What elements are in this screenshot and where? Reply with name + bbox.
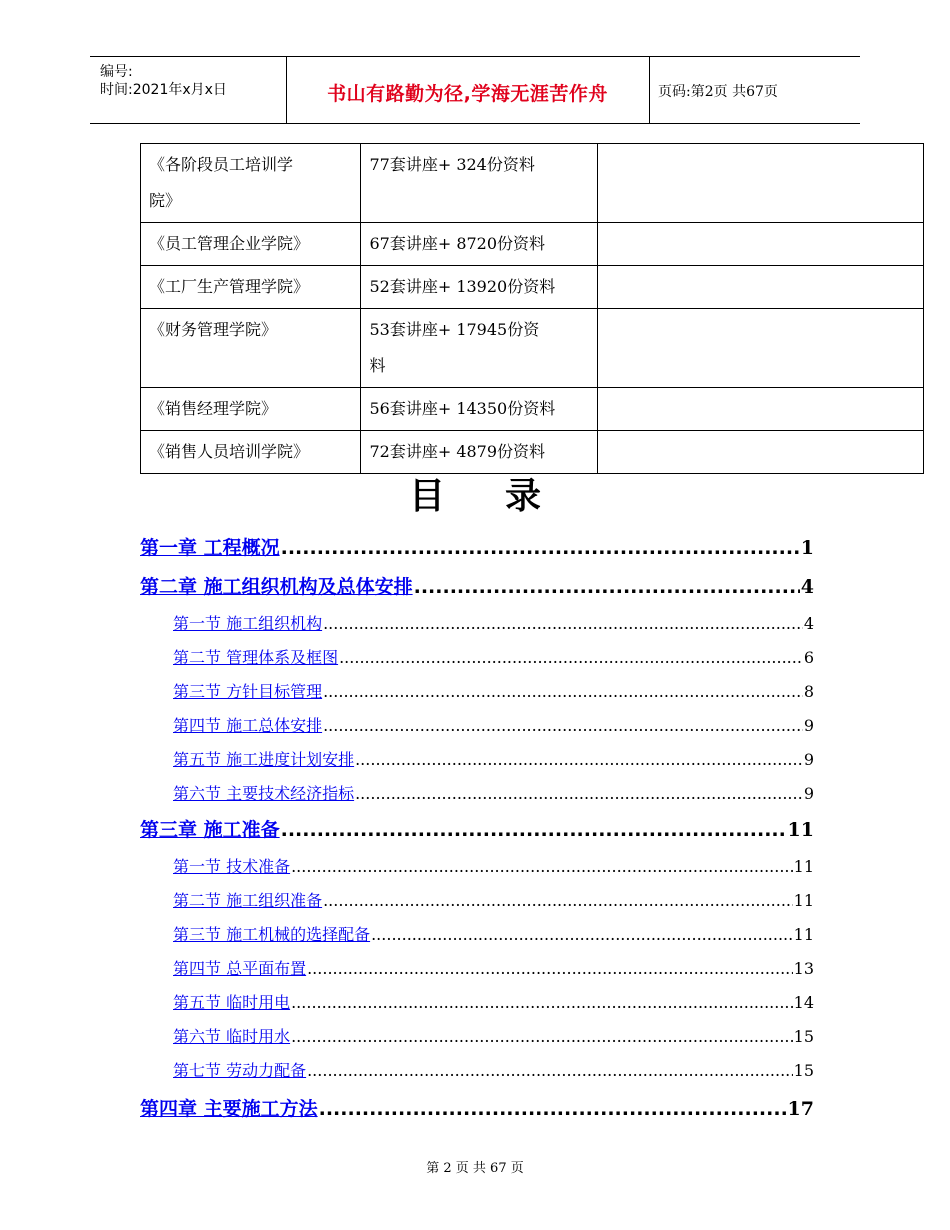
toc-entry-link[interactable]: 第五节 临时用电 [173, 993, 291, 1012]
toc-leader-dots [291, 857, 793, 876]
table-cell-count: 52套讲座+ 13920份资料 [361, 266, 597, 309]
toc-leader-dots [307, 959, 793, 978]
toc-leader-dots [371, 925, 793, 944]
toc-leader-dots [323, 891, 793, 910]
toc-entry-link[interactable]: 第六节 临时用水 [173, 1027, 291, 1046]
table-row [141, 144, 924, 223]
toc-leader-dots [414, 576, 800, 598]
table-cell-name: 《销售人员培训学院》 [141, 431, 361, 474]
toc-entry-link[interactable]: 第二节 管理体系及框图 [173, 648, 339, 667]
toc-entry-chapter-2[interactable] [140, 572, 814, 599]
toc-page-number: 15 [793, 1027, 814, 1046]
cell-name-line: 院》 [149, 191, 182, 210]
toc-page-number: 11 [793, 891, 814, 910]
toc-page-number: 9 [803, 750, 814, 769]
toc-leader-dots [355, 750, 803, 769]
toc-page-number: 14 [793, 993, 814, 1012]
toc-page-number: 6 [803, 648, 814, 667]
toc-entry-link[interactable]: 第一章 工程概况 [140, 537, 280, 559]
toc-page-number: 9 [803, 716, 814, 735]
toc-entry-section[interactable] [173, 611, 814, 634]
header-page-cell [650, 57, 860, 123]
table-row [141, 309, 924, 388]
table-row [141, 388, 924, 431]
table-cell-name: 《工厂生产管理学院》 [141, 266, 361, 309]
toc-entry-link[interactable]: 第三节 施工机械的选择配备 [173, 925, 371, 944]
table-cell-note [597, 266, 923, 309]
toc-leader-dots [323, 614, 803, 633]
toc-entry-section[interactable] [173, 747, 814, 770]
toc-leader-dots [307, 1061, 793, 1080]
toc-page-number: 9 [803, 784, 814, 803]
toc-leader-dots [339, 648, 803, 667]
toc-entry-section[interactable] [173, 1024, 814, 1047]
table-cell-note [597, 223, 923, 266]
toc-page-number: 17 [787, 1098, 814, 1120]
toc-page-number: 13 [793, 959, 814, 978]
toc-entry-link[interactable]: 第五节 施工进度计划安排 [173, 750, 355, 769]
cell-name-line: 《各阶段员工培训学 [149, 155, 294, 174]
toc-entry-link[interactable]: 第一节 施工组织机构 [173, 614, 323, 633]
toc-entry-link[interactable]: 第二章 施工组织机构及总体安排 [140, 576, 413, 598]
toc-entry-chapter-4[interactable] [140, 1094, 814, 1121]
toc-leader-dots [323, 716, 803, 735]
toc-entry-section[interactable] [173, 1058, 814, 1081]
toc-entry-link[interactable]: 第一节 技术准备 [173, 857, 291, 876]
toc-leader-dots [323, 682, 803, 701]
toc-page-number: 11 [793, 925, 814, 944]
toc-entry-section[interactable] [173, 990, 814, 1013]
table-cell-note [597, 309, 923, 388]
table-cell-count: 67套讲座+ 8720份资料 [361, 223, 597, 266]
toc-entry-link[interactable]: 第四节 施工总体安排 [173, 716, 323, 735]
toc-leader-dots [281, 537, 800, 559]
toc-entry-link[interactable]: 第二节 施工组织准备 [173, 891, 323, 910]
toc-page-number: 1 [800, 537, 814, 559]
table-cell-count: 72套讲座+ 4879份资料 [361, 431, 597, 474]
table-cell-count: 77套讲座+ 324份资料 [361, 144, 597, 223]
toc-entry-chapter-1[interactable] [140, 533, 814, 560]
toc-entry-section[interactable] [173, 713, 814, 736]
toc-entry-link[interactable]: 第六节 主要技术经济指标 [173, 784, 355, 803]
toc-entry-link[interactable]: 第三节 方针目标管理 [173, 682, 323, 701]
toc-page-number: 8 [803, 682, 814, 701]
toc-entry-section[interactable] [173, 956, 814, 979]
toc-entry-link[interactable]: 第三章 施工准备 [140, 819, 280, 841]
table-cell-count: 56套讲座+ 14350份资料 [361, 388, 597, 431]
toc-leader-dots [281, 819, 787, 841]
toc-leader-dots [291, 1027, 793, 1046]
toc-entry-section[interactable] [173, 645, 814, 668]
table-cell-name: 《员工管理企业学院》 [141, 223, 361, 266]
page-header [90, 56, 860, 124]
toc-page-number: 4 [800, 576, 814, 598]
toc-entry-section[interactable] [173, 679, 814, 702]
toc-entry-section[interactable] [173, 781, 814, 804]
toc-title-char: 录 [505, 476, 542, 517]
table-cell-note [597, 388, 923, 431]
cell-count-line: 料 [369, 356, 386, 375]
header-page-number: 页码:第2页 共67页 [658, 84, 778, 100]
table-cell-name [141, 144, 361, 223]
toc-entry-link[interactable]: 第四章 主要施工方法 [140, 1098, 318, 1120]
header-meta-cell [90, 57, 287, 123]
table-cell-count [361, 309, 597, 388]
header-motto-cell [286, 57, 650, 123]
toc-title [0, 468, 950, 519]
page-footer: 第 2 页 共 67 页 [426, 1161, 524, 1176]
resource-table [140, 143, 924, 474]
toc-page-number: 4 [803, 614, 814, 633]
table-cell-note [597, 144, 923, 223]
document-time-label: 时间:2021年x月x日 [100, 82, 227, 98]
header-motto: 书山有路勤为径,学海无涯苦作舟 [327, 83, 608, 105]
toc-title-char: 目 [408, 476, 445, 517]
table-cell-name: 《销售经理学院》 [141, 388, 361, 431]
toc-page-number: 11 [793, 857, 814, 876]
toc-entry-section[interactable] [173, 888, 814, 911]
toc-entry-section[interactable] [173, 854, 814, 877]
table-row [141, 223, 924, 266]
toc-entry-link[interactable]: 第四节 总平面布置 [173, 959, 307, 978]
toc-entry-chapter-3[interactable] [140, 815, 814, 842]
toc-page-number: 15 [793, 1061, 814, 1080]
toc-page-number: 11 [787, 819, 814, 841]
document-number-label: 编号: [100, 64, 133, 80]
toc-entry-link[interactable]: 第七节 劳动力配备 [173, 1061, 307, 1080]
table-row [141, 266, 924, 309]
table-cell-name: 《财务管理学院》 [141, 309, 361, 388]
toc-leader-dots [291, 993, 793, 1012]
toc-leader-dots [319, 1098, 787, 1120]
toc-entry-section[interactable] [173, 922, 814, 945]
toc-leader-dots [355, 784, 803, 803]
cell-count-line: 53套讲座+ 17945份资 [369, 320, 540, 339]
